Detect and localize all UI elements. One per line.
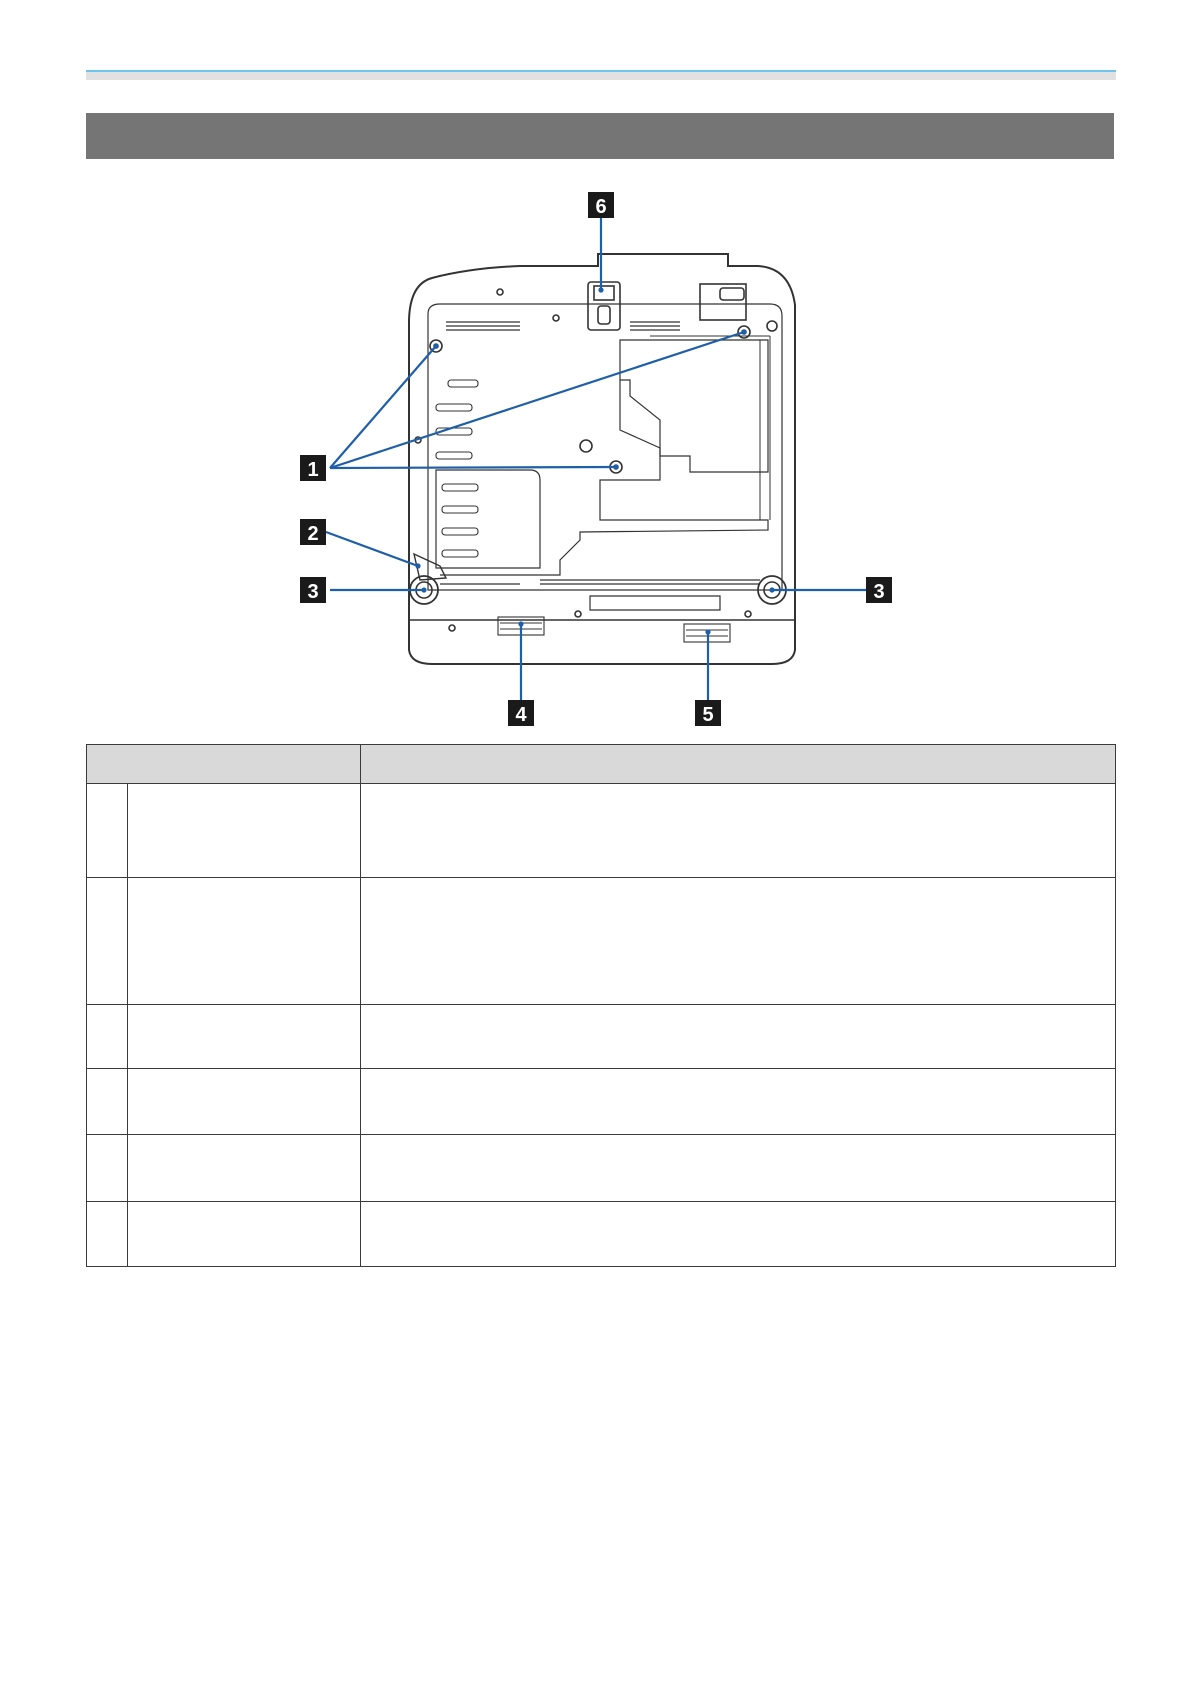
row-function [361,1135,1116,1202]
row-number [87,1135,128,1202]
table-row [87,784,1116,878]
row-name [128,1202,361,1267]
row-function [361,1202,1116,1267]
row-function [361,1005,1116,1069]
callout-6-label: 6 [595,196,607,218]
row-function [361,1069,1116,1135]
row-name [128,1069,361,1135]
callout-4-label: 4 [515,704,527,726]
row-name [128,784,361,878]
callout-3-left [300,577,326,603]
table-header-row [87,745,1116,784]
callout-1 [300,455,326,481]
callout-4 [508,700,534,726]
row-number [87,1069,128,1135]
row-name [128,1135,361,1202]
table-header-function [361,745,1116,784]
callout-5 [695,700,721,726]
projector-base-diagram [0,0,1190,740]
row-number [87,1202,128,1267]
parts-table [86,744,1116,1267]
row-function [361,784,1116,878]
projector-illustration [409,254,795,664]
callout-2 [300,519,326,545]
row-number [87,1005,128,1069]
table-row [87,1135,1116,1202]
callout-5-label: 5 [702,704,714,726]
callout-1-label: 1 [307,459,319,481]
row-name [128,1005,361,1069]
table-header-name [87,745,361,784]
row-number [87,784,128,878]
callout-3-left-label: 3 [307,581,319,603]
callout-6 [588,192,614,218]
row-name [128,878,361,1005]
table-row [87,1005,1116,1069]
callout-2-label: 2 [307,523,319,545]
table-row [87,1069,1116,1135]
table-row [87,1202,1116,1267]
leader-lines [326,218,866,700]
table-row [87,878,1116,1005]
callout-3-right [866,577,892,603]
row-number [87,878,128,1005]
row-function [361,878,1116,1005]
callout-3-right-label: 3 [873,581,885,603]
